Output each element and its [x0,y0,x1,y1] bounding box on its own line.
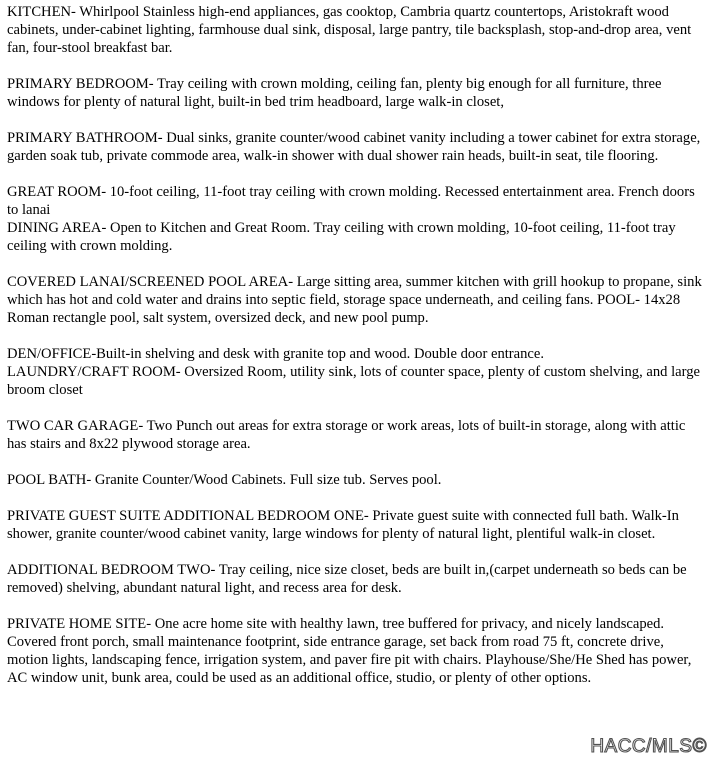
paragraph-laundry-craft-room: LAUNDRY/CRAFT ROOM- Oversized Room, utility sink, lots of counter space, plenty of custom shelving, and large broom closet [7,364,700,398]
paragraph-guest-suite: PRIVATE GUEST SUITE ADDITIONAL BEDROOM ONE- Private guest suite with connected full bath. Walk-In shower, granite counter/wood cabinet vanity, large windows for plenty of natural light, plentiful walk-in closet. [7,508,679,542]
paragraph-bedroom-two: ADDITIONAL BEDROOM TWO- Tray ceiling, nice size closet, beds are built in,(carpet underneath so beds can be removed) shelving, abundant natural light, and recess area for desk. [7,562,687,596]
paragraph-kitchen: KITCHEN- Whirlpool Stainless high-end appliances, gas cooktop, Cambria quartz countertops, Aristokraft wood cabinets, under-cabinet lighting, farmhouse dual sink, disposal, large pantry, tile backsplash, stop-and-drop area, vent fan, four-stool breakfast bar. [7,4,692,56]
paragraph-pool-bath: POOL BATH- Granite Counter/Wood Cabinets. Full size tub. Serves pool. [7,472,442,488]
paragraph-den-office: DEN/OFFICE-Built-in shelving and desk with granite top and wood. Double door entrance. [7,346,545,362]
document-body [7,3,705,705]
paragraph-dining-area: DINING AREA- Open to Kitchen and Great Room. Tray ceiling with crown molding, 10-foot ceiling, 11-foot tray ceiling with crown molding. [7,220,676,254]
paragraph-two-car-garage: TWO CAR GARAGE- Two Punch out areas for extra storage or work areas, lots of built-in storage, along with attic has stairs and 8x22 plywood storage area. [7,418,686,452]
mls-watermark: HACC/MLS© [590,736,707,757]
paragraph-lanai-pool: COVERED LANAI/SCREENED POOL AREA- Large sitting area, summer kitchen with grill hookup to propane, sink which has hot and cold water and drains into septic field, storage space underneath, and ceiling fans. POOL- 14x28 Roman rectangle pool, salt system, oversized deck, and new pool pump. [7,274,702,326]
paragraph-home-site: PRIVATE HOME SITE- One acre home site with healthy lawn, tree buffered for privacy, and nicely landscaped. Covered front porch, small maintenance footprint, side entrance garage, set back from road 75 ft, concrete drive, motion lights, landscaping fence, irrigation system, and paver fire pit with chairs. Playhouse/She/He Shed has power, AC window unit, bunk area, could be used as an additional office, studio, or plenty of other options. [7,616,692,686]
paragraph-primary-bathroom: PRIMARY BATHROOM- Dual sinks, granite counter/wood cabinet vanity including a tower cabinet for extra storage, garden soak tub, private commode area, walk-in shower with dual shower rain heads, built-in seat, tile flooring. [7,130,701,164]
paragraph-great-room: GREAT ROOM- 10-foot ceiling, 11-foot tray ceiling with crown molding. Recessed entertainment area. French doors to lanai [7,184,695,218]
paragraph-primary-bedroom: PRIMARY BEDROOM- Tray ceiling with crown molding, ceiling fan, plenty big enough for all furniture, three windows for plenty of natural light, built-in bed trim headboard, large walk-in closet, [7,76,662,110]
